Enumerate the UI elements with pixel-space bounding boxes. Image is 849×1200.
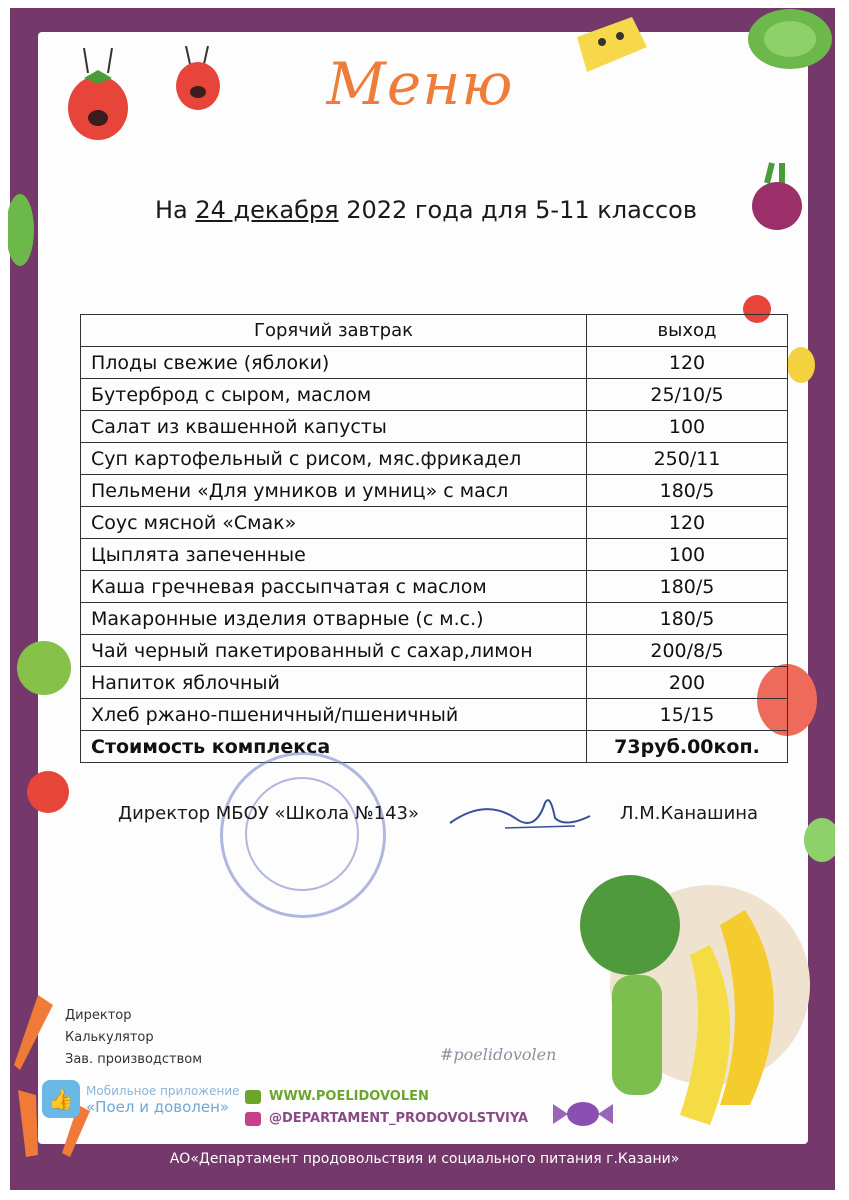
- total-value: 73руб.00коп.: [587, 731, 788, 763]
- tomato-icon: [24, 764, 74, 816]
- table-header-row: [81, 315, 788, 347]
- footer-role: Зав. производством: [65, 1052, 203, 1067]
- page-title: Меню: [326, 50, 514, 118]
- director-role: Директор МБОУ «Школа №143»: [118, 803, 420, 824]
- table-row: [81, 379, 788, 411]
- table-row: [81, 443, 788, 475]
- total-row: [81, 731, 788, 763]
- app-like-icon: 👍: [42, 1080, 80, 1118]
- dish-name: Напиток яблочный: [81, 667, 587, 699]
- dish-yield: 200/8/5: [587, 635, 788, 667]
- candy-icon: [548, 1094, 618, 1134]
- dish-name: Соус мясной «Смак»: [81, 507, 587, 539]
- signature-icon: [445, 788, 595, 838]
- lettuce-icon: [740, 4, 835, 74]
- menu-date-line: [155, 196, 697, 224]
- dish-name: Салат из квашенной капусты: [81, 411, 587, 443]
- app-line1: Мобильное приложение: [86, 1083, 240, 1098]
- table-row: [81, 635, 788, 667]
- table-row: [81, 411, 788, 443]
- table-row: [81, 539, 788, 571]
- dish-name: Хлеб ржано-пшеничный/пшеничный: [81, 699, 587, 731]
- dish-yield: 180/5: [587, 475, 788, 507]
- dish-yield: 200: [587, 667, 788, 699]
- mobile-app-promo[interactable]: [42, 1080, 240, 1118]
- tomato-icon: [62, 48, 142, 158]
- apple-icon: [14, 630, 74, 700]
- dish-name: Плоды свежие (яблоки): [81, 347, 587, 379]
- menu-date: 24 декабря: [195, 196, 339, 224]
- dish-name: Цыплята запеченные: [81, 539, 587, 571]
- dish-yield: 120: [587, 507, 788, 539]
- dish-yield: 250/11: [587, 443, 788, 475]
- cheese-icon: [572, 12, 652, 82]
- contact-links: [245, 1086, 528, 1130]
- column-header-dish: Горячий завтрак: [81, 315, 587, 347]
- footer-role: Калькулятор: [65, 1030, 154, 1045]
- table-row: [81, 347, 788, 379]
- dish-yield: 180/5: [587, 603, 788, 635]
- dish-name: Суп картофельный с рисом, мяс.фрикадел: [81, 443, 587, 475]
- table-row: [81, 507, 788, 539]
- total-label: Стоимость комплекса: [81, 731, 587, 763]
- website-link[interactable]: [245, 1086, 528, 1108]
- app-text: [86, 1083, 240, 1116]
- app-line2: «Поел и доволен»: [86, 1097, 230, 1116]
- lemon-icon: [786, 345, 816, 385]
- dish-yield: 100: [587, 539, 788, 571]
- column-header-yield: выход: [587, 315, 788, 347]
- subtitle-prefix: На: [155, 196, 196, 224]
- footer-roles: [65, 1005, 202, 1071]
- footer-org: АО«Департамент продовольствия и социального питания г.Казани»: [169, 1151, 680, 1167]
- table-row: [81, 667, 788, 699]
- website-text: WWW.POELIDOVOLEN: [269, 1089, 429, 1104]
- dish-name: Бутерброд с сыром, маслом: [81, 379, 587, 411]
- table-row: [81, 475, 788, 507]
- dish-yield: 120: [587, 347, 788, 379]
- dish-yield: 25/10/5: [587, 379, 788, 411]
- table-row: [81, 571, 788, 603]
- hashtag: #poelidovolen: [440, 1045, 557, 1064]
- subtitle-suffix: 2022 года для 5-11 классов: [338, 196, 698, 224]
- dish-name: Макаронные изделия отварные (с м.с.): [81, 603, 587, 635]
- instagram-link[interactable]: [245, 1108, 528, 1130]
- beet-icon: [742, 158, 812, 238]
- footer-role: Директор: [65, 1008, 132, 1023]
- dish-yield: 180/5: [587, 571, 788, 603]
- menu-table: [80, 314, 788, 763]
- www-icon: [245, 1090, 261, 1104]
- dish-yield: 100: [587, 411, 788, 443]
- table-row: [81, 603, 788, 635]
- dish-yield: 15/15: [587, 699, 788, 731]
- pepper-icon: [8, 190, 38, 270]
- instagram-text: @DEPARTAMENT_PRODOVOLSTVIYA: [269, 1111, 529, 1126]
- director-name: Л.М.Канашина: [620, 803, 759, 824]
- dish-name: Пельмени «Для умников и умниц» с масл: [81, 475, 587, 507]
- carrot-icon: [8, 985, 58, 1075]
- dish-name: Каша гречневая рассыпчатая с маслом: [81, 571, 587, 603]
- instagram-icon: [245, 1112, 261, 1126]
- tomato-icon: [168, 46, 228, 116]
- dish-name: Чай черный пакетированный с сахар,лимон: [81, 635, 587, 667]
- table-row: [81, 699, 788, 731]
- school-stamp: [220, 752, 386, 918]
